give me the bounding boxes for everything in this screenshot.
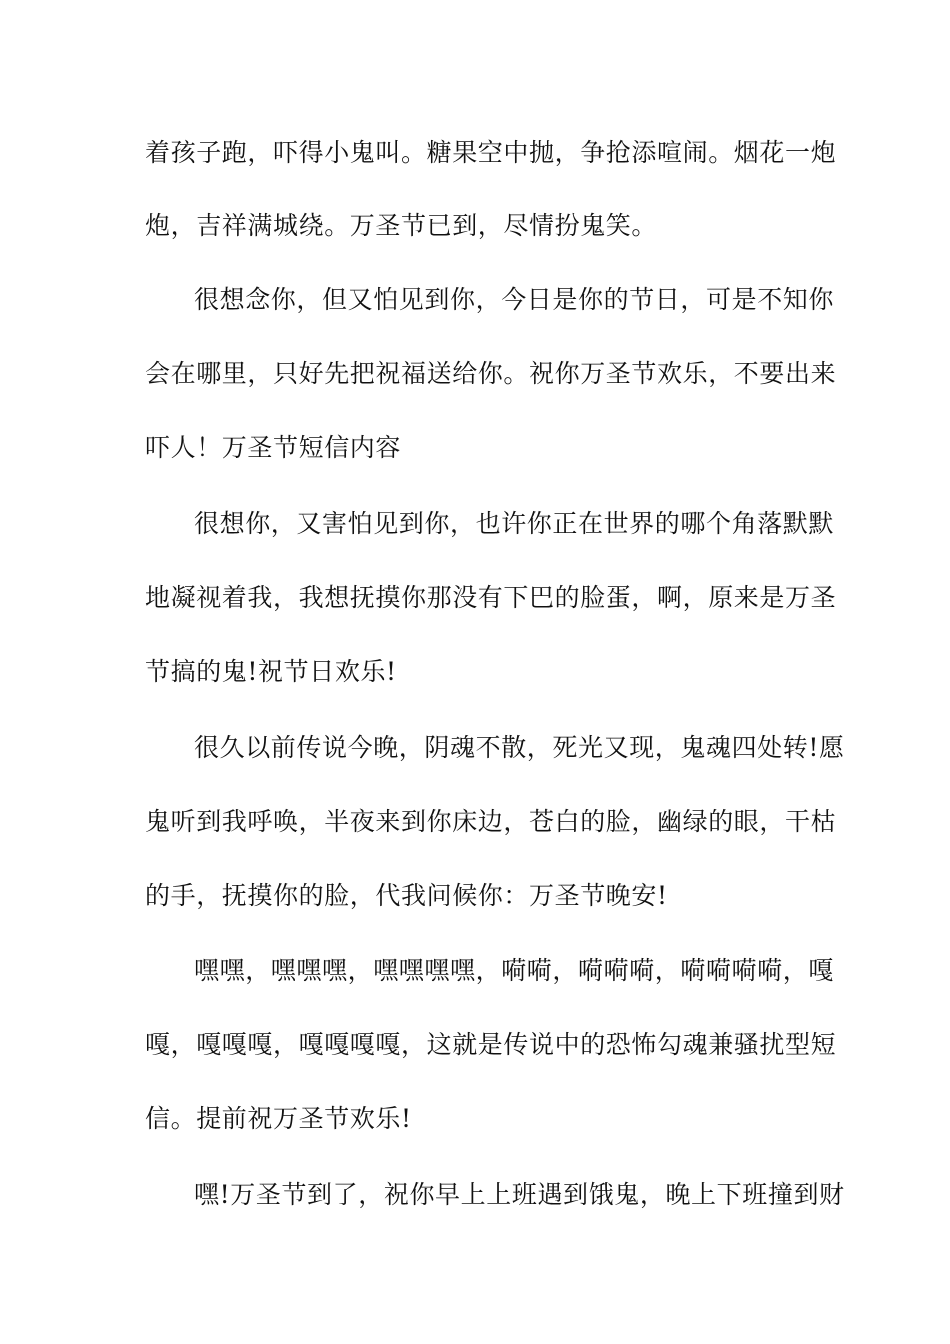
text-line: 炮，吉祥满城绕。万圣节已到，尽情扮鬼笑。 bbox=[145, 211, 658, 240]
text-line: 节搞的鬼!祝节日欢乐! bbox=[145, 657, 397, 686]
text-line: 嘎，嘎嘎嘎，嘎嘎嘎嘎，这就是传说中的恐怖勾魂兼骚扰型短 bbox=[145, 1030, 837, 1059]
paragraph-start-line: 很久以前传说今晚，阴魂不散，死光又现，鬼魂四处转!愿 bbox=[194, 733, 845, 762]
text-line: 信。提前祝万圣节欢乐! bbox=[145, 1104, 412, 1133]
text-line: 会在哪里，只好先把祝福送给你。祝你万圣节欢乐，不要出来 bbox=[145, 359, 837, 388]
paragraph-start-line: 很想你，又害怕见到你，也许你正在世界的哪个角落默默 bbox=[194, 509, 835, 538]
paragraph-start-line: 很想念你，但又怕见到你，今日是你的节日，可是不知你 bbox=[194, 285, 835, 314]
text-line: 吓人！万圣节短信内容 bbox=[145, 433, 402, 462]
paragraph-start-line: 嘿嘿，嘿嘿嘿，嘿嘿嘿嘿，嗬嗬，嗬嗬嗬，嗬嗬嗬嗬，嘎 bbox=[194, 956, 835, 985]
text-line: 着孩子跑，吓得小鬼叫。糖果空中抛，争抢添喧闹。烟花一炮 bbox=[145, 138, 837, 167]
text-line: 的手，抚摸你的脸，代我问候你：万圣节晚安! bbox=[145, 881, 668, 910]
text-line: 地凝视着我，我想抚摸你那没有下巴的脸蛋，啊，原来是万圣 bbox=[145, 583, 837, 612]
text-line: 鬼听到我呼唤，半夜来到你床边，苍白的脸，幽绿的眼，干枯 bbox=[145, 807, 837, 836]
paragraph-start-line: 嘿!万圣节到了，祝你早上上班遇到饿鬼，晚上下班撞到财 bbox=[194, 1180, 845, 1209]
